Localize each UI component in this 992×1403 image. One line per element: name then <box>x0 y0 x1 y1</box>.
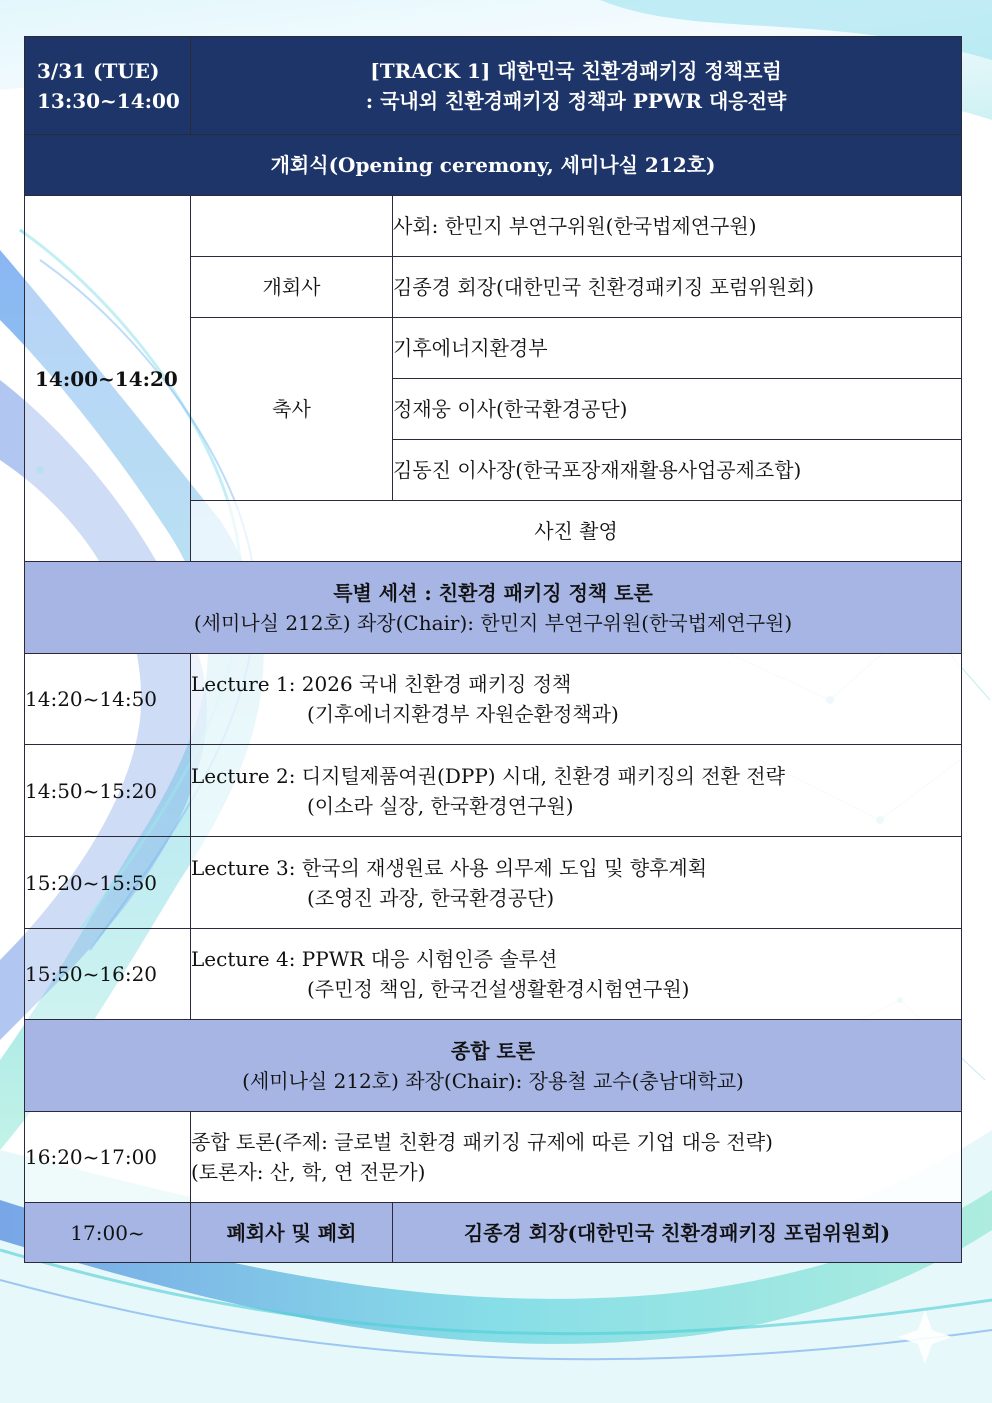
discussion-chair: (세미나실 212호) 좌장(Chair): 장용철 교수(충남대학교) <box>242 1068 744 1093</box>
schedule-table <box>24 36 962 1263</box>
closing-row <box>25 1203 962 1263</box>
mc-entry: 사회: 한민지 부연구위원(한국법제연구원) <box>393 196 962 257</box>
header-date-cell <box>25 37 191 135</box>
lecture-title: Lecture 3: 한국의 재생원료 사용 의무제 도입 및 향후계획 <box>191 855 708 880</box>
photo-session: 사진 촬영 <box>191 501 962 562</box>
header-title-cell <box>191 37 962 135</box>
discussion-panel: (토론자: 산, 학, 연 전문가) <box>191 1160 426 1184</box>
discussion-time: 16:20~17:00 <box>25 1112 191 1203</box>
lecture-time: 15:50~16:20 <box>25 929 191 1020</box>
congrats-speaker: 김동진 이사장(한국포장재재활용사업공제조합) <box>393 440 962 501</box>
lecture-row <box>25 929 962 1020</box>
lecture-detail <box>191 745 962 837</box>
discussion-topic: 종합 토론(주제: 글로벌 친환경 패키징 규제에 따른 기업 대응 전략) <box>191 1130 773 1154</box>
special-session-title: 특별 세션 : 친환경 패키징 정책 토론 <box>333 580 653 605</box>
lecture-detail <box>191 929 962 1020</box>
lecture-row <box>25 654 962 745</box>
lecture-detail <box>191 654 962 745</box>
header-date: 3/31 (TUE) <box>37 58 160 83</box>
lecture-row <box>25 837 962 929</box>
closing-label: 폐회사 및 폐회 <box>191 1203 393 1263</box>
special-session-chair: (세미나실 212호) 좌장(Chair): 한민지 부연구위원(한국법제연구원) <box>193 610 793 635</box>
opening-address-speaker: 김종경 회장(대한민국 친환경패키징 포럼위원회) <box>393 257 962 318</box>
congrats-label: 축사 <box>191 318 393 501</box>
discussion-detail <box>191 1112 962 1203</box>
lecture-speaker: (기후에너지환경부 자원순환정책과) <box>307 702 619 726</box>
lecture-time: 15:20~15:50 <box>25 837 191 929</box>
lecture-time: 14:20~14:50 <box>25 654 191 745</box>
discussion-banner <box>25 1020 962 1112</box>
track-title: [TRACK 1] 대한민국 친환경패키징 정책포럼 <box>370 58 782 83</box>
discussion-row <box>25 1112 962 1203</box>
discussion-title: 종합 토론 <box>450 1038 536 1063</box>
lecture-speaker: (주민정 책임, 한국건설생활환경시험연구원) <box>307 977 690 1001</box>
lecture-speaker: (이소라 실장, 한국환경연구원) <box>307 793 574 818</box>
track-subtitle: : 국내외 친환경패키징 정책과 PPWR 대응전략 <box>365 88 787 113</box>
closing-speaker: 김종경 회장(대한민국 친환경패키징 포럼위원회) <box>393 1203 962 1263</box>
closing-time: 17:00~ <box>25 1203 191 1263</box>
opening-time: 14:00~14:20 <box>25 196 191 562</box>
opening-ceremony-banner: 개회식(Opening ceremony, 세미나실 212호) <box>25 135 962 196</box>
empty-cell <box>191 196 393 257</box>
lecture-title: Lecture 1: 2026 국내 친환경 패키징 정책 <box>191 672 572 696</box>
opening-address-label: 개회사 <box>191 257 393 318</box>
lecture-title: Lecture 4: PPWR 대응 시험인증 솔루션 <box>191 947 558 971</box>
header-row <box>25 37 962 135</box>
congrats-speaker: 정재웅 이사(한국환경공단) <box>393 379 962 440</box>
congrats-speaker: 기후에너지환경부 <box>393 318 962 379</box>
lecture-detail <box>191 837 962 929</box>
special-session-banner <box>25 562 962 654</box>
lecture-speaker: (조영진 과장, 한국환경공단) <box>307 885 555 910</box>
lecture-time: 14:50~15:20 <box>25 745 191 837</box>
lecture-title: Lecture 2: 디지털제품여권(DPP) 시대, 친환경 패키징의 전환 전략 <box>191 763 785 788</box>
lecture-row <box>25 745 962 837</box>
header-time: 13:30~14:00 <box>37 88 180 113</box>
